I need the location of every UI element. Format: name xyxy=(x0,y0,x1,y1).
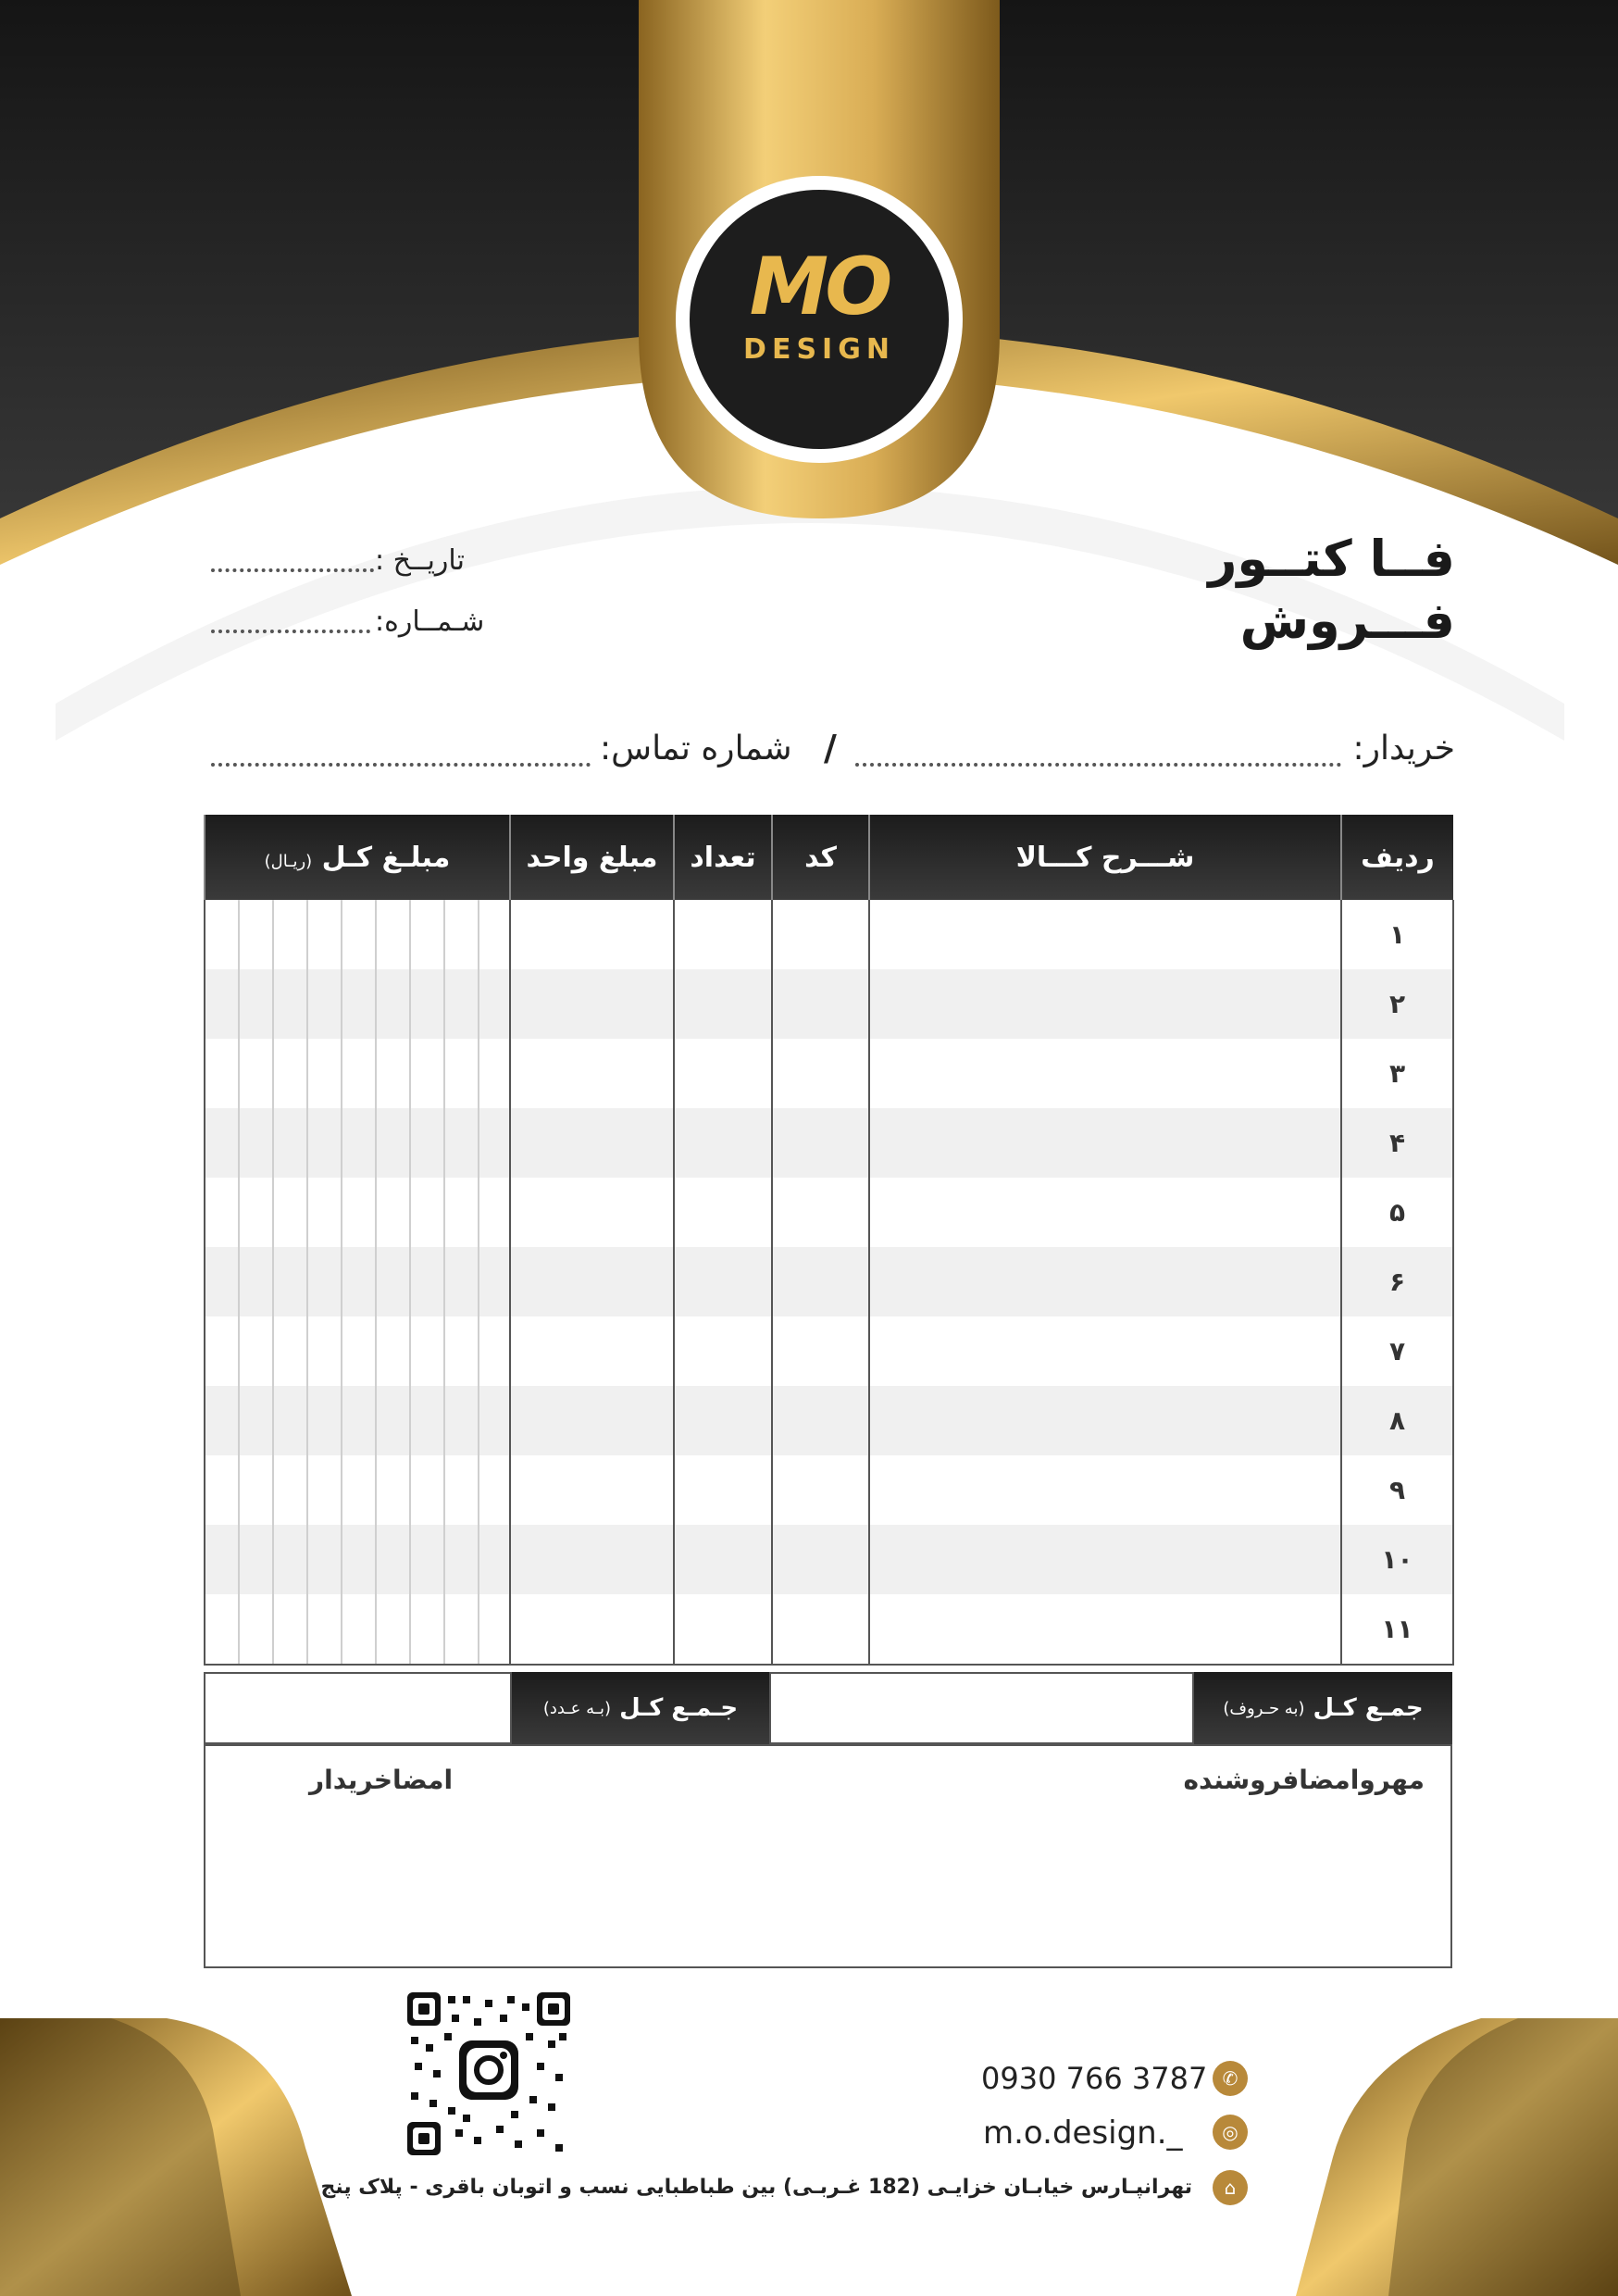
total-cell[interactable] xyxy=(205,900,510,969)
title-line-1: فــا کتــور xyxy=(1208,530,1455,588)
qty-cell[interactable] xyxy=(674,1108,772,1178)
table-row xyxy=(205,1455,1453,1525)
table-row xyxy=(205,1247,1453,1316)
total-cell[interactable] xyxy=(205,1316,510,1386)
qty-cell[interactable] xyxy=(674,1247,772,1316)
description-cell[interactable] xyxy=(869,1525,1341,1594)
total-words-text: جمـع کـل xyxy=(1313,1694,1424,1722)
total-cell[interactable] xyxy=(205,969,510,1039)
qty-cell[interactable] xyxy=(674,1594,772,1665)
table-header-row xyxy=(205,815,1453,900)
table-row xyxy=(205,1178,1453,1247)
code-cell[interactable] xyxy=(772,1316,869,1386)
row-number-cell: ۸ xyxy=(1341,1386,1453,1455)
qr-code xyxy=(407,1992,570,2155)
table-row xyxy=(205,1316,1453,1386)
date-label: تاریــخ : xyxy=(375,544,465,577)
code-cell[interactable] xyxy=(772,900,869,969)
code-cell[interactable] xyxy=(772,1386,869,1455)
code-cell[interactable] xyxy=(772,1525,869,1594)
row-number-cell: ۹ xyxy=(1341,1455,1453,1525)
row-number-cell: ۱ xyxy=(1341,900,1453,969)
contact-address: تهرانپـارس خیابـان خزایـی (182 غـربـی) بین طباطبایی نسب و اتوبان باقری - پلاک پنج xyxy=(320,2176,1192,2199)
total-words-label xyxy=(1194,1672,1452,1744)
table-row xyxy=(205,900,1453,969)
unit-price-cell[interactable] xyxy=(510,1178,674,1247)
total-cell[interactable] xyxy=(205,1247,510,1316)
code-cell[interactable] xyxy=(772,1178,869,1247)
phone-icon: ✆ xyxy=(1213,2061,1248,2096)
description-cell[interactable] xyxy=(869,969,1341,1039)
date-field[interactable] xyxy=(211,568,374,572)
row-number-cell: ۱۰ xyxy=(1341,1525,1453,1594)
phone-label: شماره تماس: xyxy=(600,730,792,767)
qty-cell[interactable] xyxy=(674,1386,772,1455)
description-cell[interactable] xyxy=(869,1039,1341,1108)
qty-cell[interactable] xyxy=(674,1525,772,1594)
row-number-cell: ۳ xyxy=(1341,1039,1453,1108)
number-field[interactable] xyxy=(211,630,370,633)
row-number-cell: ۲ xyxy=(1341,969,1453,1039)
unit-price-cell[interactable] xyxy=(510,1386,674,1455)
total-cell[interactable] xyxy=(205,1525,510,1594)
qty-cell[interactable] xyxy=(674,969,772,1039)
total-words-sub: (به حـروف) xyxy=(1223,1698,1305,1718)
table-row xyxy=(205,1039,1453,1108)
qty-cell[interactable] xyxy=(674,1178,772,1247)
code-cell[interactable] xyxy=(772,1455,869,1525)
description-cell[interactable] xyxy=(869,1455,1341,1525)
code-cell[interactable] xyxy=(772,1247,869,1316)
total-digits-field[interactable] xyxy=(204,1672,512,1744)
code-cell[interactable] xyxy=(772,1039,869,1108)
header-total xyxy=(205,815,510,900)
total-cell[interactable] xyxy=(205,1039,510,1108)
total-cell[interactable] xyxy=(205,1108,510,1178)
total-cell[interactable] xyxy=(205,1594,510,1665)
total-digits-sub: (بـه عـدد) xyxy=(542,1698,612,1718)
code-cell[interactable] xyxy=(772,1594,869,1665)
total-words-field[interactable] xyxy=(769,1672,1194,1744)
row-number-cell: ۵ xyxy=(1341,1178,1453,1247)
description-cell[interactable] xyxy=(869,1386,1341,1455)
description-cell[interactable] xyxy=(869,1108,1341,1178)
unit-price-cell[interactable] xyxy=(510,900,674,969)
table-row xyxy=(205,1525,1453,1594)
table-row xyxy=(205,1108,1453,1178)
unit-price-cell[interactable] xyxy=(510,1455,674,1525)
logo-subtext: DESIGN xyxy=(743,333,895,366)
buyer-field[interactable] xyxy=(855,763,1341,767)
row-number-cell: ۶ xyxy=(1341,1247,1453,1316)
total-digits-text: جـمـع کـل xyxy=(619,1694,739,1722)
header-description: شـــرح کـــالا xyxy=(869,815,1341,900)
header-total-unit: (ریـال) xyxy=(264,851,313,871)
description-cell[interactable] xyxy=(869,1594,1341,1665)
table-row xyxy=(205,1386,1453,1455)
description-cell[interactable] xyxy=(869,1316,1341,1386)
unit-price-cell[interactable] xyxy=(510,1039,674,1108)
unit-price-cell[interactable] xyxy=(510,1316,674,1386)
row-number-cell: ۴ xyxy=(1341,1108,1453,1178)
number-label: شـمــاره: xyxy=(375,605,485,638)
unit-price-cell[interactable] xyxy=(510,1594,674,1665)
unit-price-cell[interactable] xyxy=(510,1247,674,1316)
description-cell[interactable] xyxy=(869,1247,1341,1316)
contact-instagram[interactable]: m.o.design._ xyxy=(983,2115,1183,2152)
home-icon: ⌂ xyxy=(1213,2170,1248,2205)
header-total-label: مبلـغ کـل xyxy=(321,841,451,874)
header-row-number: ردیف xyxy=(1341,815,1453,900)
title-line-2: فـــروش xyxy=(1239,592,1455,650)
logo-mark: MO xyxy=(749,241,890,333)
row-number-cell: ۷ xyxy=(1341,1316,1453,1386)
code-cell[interactable] xyxy=(772,1108,869,1178)
items-table xyxy=(204,815,1454,1666)
unit-price-cell[interactable] xyxy=(510,969,674,1039)
description-cell[interactable] xyxy=(869,900,1341,969)
buyer-phone-field[interactable] xyxy=(211,763,591,767)
qty-cell[interactable] xyxy=(674,1316,772,1386)
buyer-signature-label: امضاخریدار xyxy=(309,1765,454,1795)
qty-cell[interactable] xyxy=(674,1455,772,1525)
unit-price-cell[interactable] xyxy=(510,1525,674,1594)
separator-slash: / xyxy=(824,728,837,768)
description-cell[interactable] xyxy=(869,1178,1341,1247)
unit-price-cell[interactable] xyxy=(510,1108,674,1178)
table-row xyxy=(205,969,1453,1039)
total-digits-label xyxy=(512,1672,769,1744)
qty-cell[interactable] xyxy=(674,1039,772,1108)
invoice-title xyxy=(1208,530,1455,650)
contact-phone[interactable]: 0930 766 3787 xyxy=(981,2061,1208,2096)
total-cell[interactable] xyxy=(205,1386,510,1455)
row-number-cell: ۱۱ xyxy=(1341,1594,1453,1665)
buyer-label: خریدار: xyxy=(1352,730,1455,767)
brand-logo xyxy=(717,241,921,398)
total-cell[interactable] xyxy=(205,1455,510,1525)
total-cell[interactable] xyxy=(205,1178,510,1247)
seller-signature-label: مهروامضافروشنده xyxy=(1183,1765,1425,1795)
header-unit-price: مبلغ واحد xyxy=(510,815,674,900)
header-code: کد xyxy=(772,815,869,900)
table-row xyxy=(205,1594,1453,1665)
header-qty: تعداد xyxy=(674,815,772,900)
code-cell[interactable] xyxy=(772,969,869,1039)
instagram-icon: ◎ xyxy=(1213,2115,1248,2150)
qty-cell[interactable] xyxy=(674,900,772,969)
